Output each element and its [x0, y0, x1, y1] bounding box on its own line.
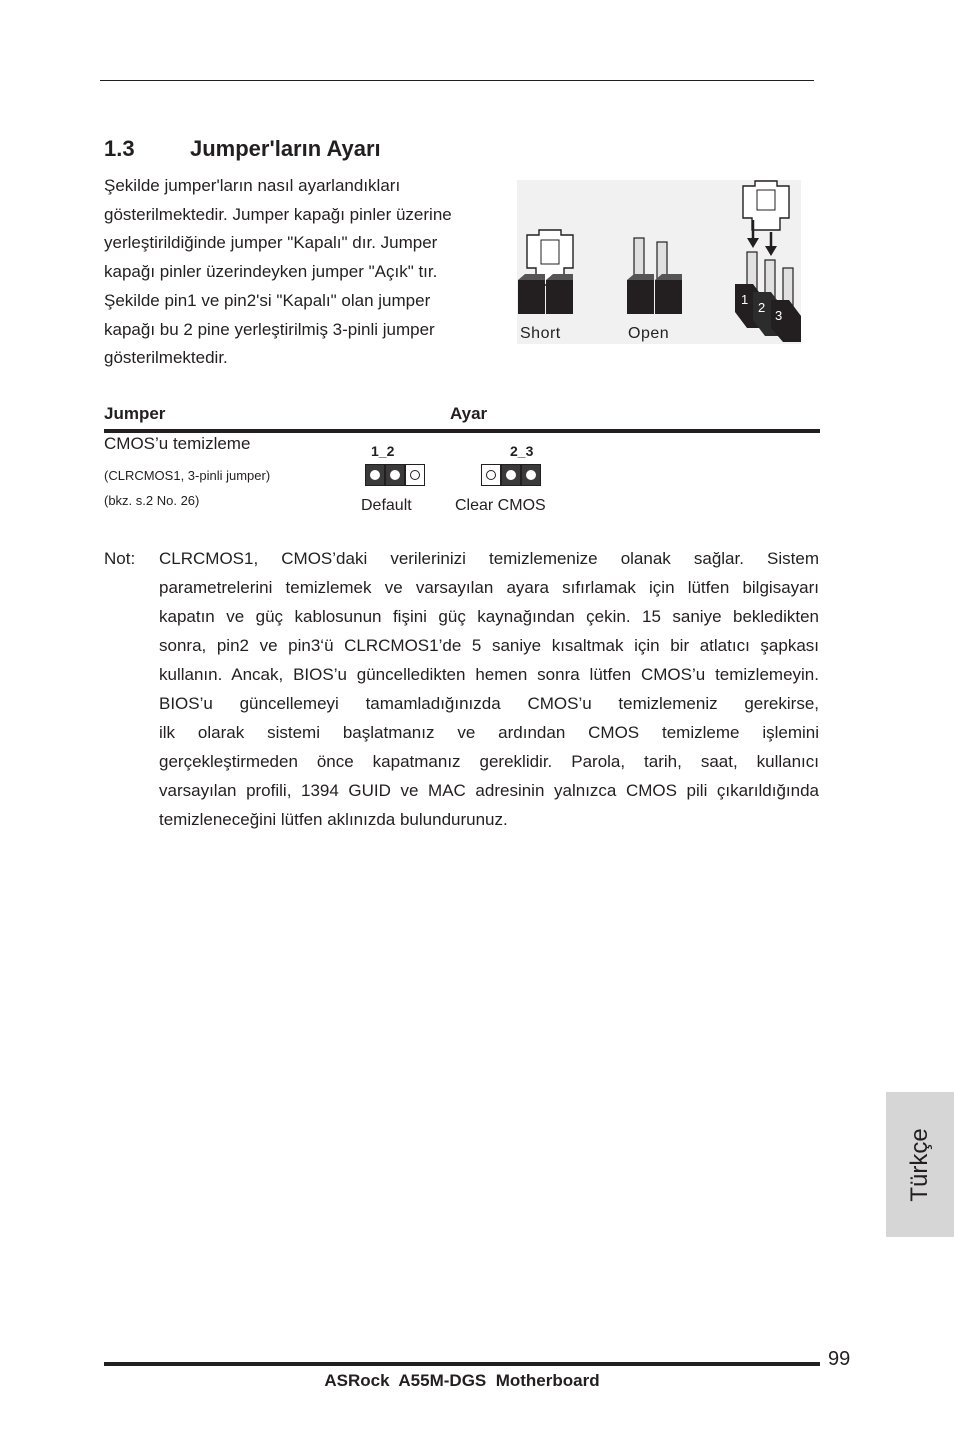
note-line: kapatın ve güç kablosunun fişini güç kaynağından çekin. 15 saniye bekledikten [159, 607, 819, 626]
note-line: kullanın. Ancak, BIOS’u güncelledikten hemen sonra lütfen CMOS’u temizlemeyin. [159, 665, 819, 684]
footer-text: ASRock A55M-DGS Motherboard [324, 1371, 600, 1390]
short-jumper-graphic [518, 230, 573, 314]
clear-caption: Clear CMOS [455, 497, 546, 514]
intro-line: kapağı pinler üzerindeyken jumper "Açık" tır. [104, 262, 438, 282]
note-line: BIOS’u güncellemeyi tamamladığınızda CMOS’u temizlemeniz gerekirse, [159, 694, 819, 713]
note-line: ilk olarak sistemi başlatmanız ve ardından CMOS temizleme işlemini [159, 723, 819, 742]
note-label: Not: [104, 549, 136, 568]
pin-number-3: 3 [775, 308, 783, 323]
page-number: 99 [828, 1348, 851, 1370]
language-tab [886, 1092, 954, 1237]
section-number: 1.3 [104, 136, 135, 161]
footer-title [104, 1371, 820, 1391]
bottom-rule [104, 1362, 820, 1366]
pin-1-open [481, 464, 501, 486]
table-header-setting: Ayar [450, 404, 488, 423]
note-line: sonra, pin2 ve pin3‘ü CLRCMOS1’de 5 saniye kısaltmak için bir atlatıcı şapkası [159, 636, 819, 655]
open-label: Open [628, 325, 670, 342]
section-title: Jumper'ların Ayarı [190, 136, 381, 161]
open-jumper-graphic [627, 238, 682, 314]
pin-3-open [405, 464, 425, 486]
note-line: CLRCMOS1, CMOS’daki verilerinizi temizlemenize olanak sağlar. Sistem [159, 549, 819, 568]
short-label: Short [520, 325, 561, 342]
intro-line: yerleştirildiğinde jumper "Kapalı" dır. Jumper [104, 233, 438, 253]
default-pin-diagram [365, 464, 427, 488]
note-line: temizleneceğini lütfen aklınızda bulundurunuz. [159, 810, 508, 829]
note-line: parametrelerini temizlemek ve varsayılan ayara sıfırlamak için lütfen bilgisayarı [159, 578, 819, 597]
default-pins-label: 1_2 [371, 443, 395, 459]
clear-pin-diagram [481, 464, 543, 488]
jumper-illustration-graphic [517, 180, 801, 344]
pin-number-1: 1 [741, 292, 749, 307]
table-header-jumper: Jumper [104, 404, 166, 423]
top-rule [100, 80, 814, 81]
note-line: gerçekleştirmeden önce kapatmanız gereklidir. Parola, tarih, saat, kullanıcı [159, 752, 819, 771]
intro-paragraph [104, 172, 504, 373]
pin-3-closed [521, 464, 541, 486]
jumper-detail: (CLRCMOS1, 3-pinli jumper) [104, 468, 271, 483]
pin-1-closed [365, 464, 385, 486]
pin-2-closed [501, 464, 521, 486]
three-pin-jumper-graphic [735, 181, 801, 342]
table-header-rule [104, 429, 820, 433]
intro-line: gösterilmektedir. Jumper kapağı pinler üzerine [104, 204, 452, 224]
intro-line: Şekilde pin1 ve pin2'si "Kapalı" olan jumper [104, 290, 431, 310]
jumper-name: CMOS’u temizleme [104, 434, 251, 453]
language-tab-label: Türkçe [906, 1127, 933, 1202]
pin-number-2: 2 [758, 300, 766, 315]
intro-line: gösterilmektedir. [104, 348, 228, 368]
jumper-illustration [517, 180, 801, 344]
pin-2-closed [385, 464, 405, 486]
jumper-reference: (bkz. s.2 No. 26) [104, 493, 200, 508]
default-caption: Default [361, 497, 412, 514]
intro-line: Şekilde jumper'ların nasıl ayarlandıkları [104, 176, 401, 195]
note-line: varsayılan profili, 1394 GUID ve MAC adresinin yalnızca CMOS pili çıkarıldığında [159, 781, 819, 800]
intro-line: kapağı bu 2 pine yerleştirilmiş 3-pinli jumper [104, 319, 435, 339]
note-body [159, 544, 819, 834]
clear-pins-label: 2_3 [510, 443, 534, 459]
